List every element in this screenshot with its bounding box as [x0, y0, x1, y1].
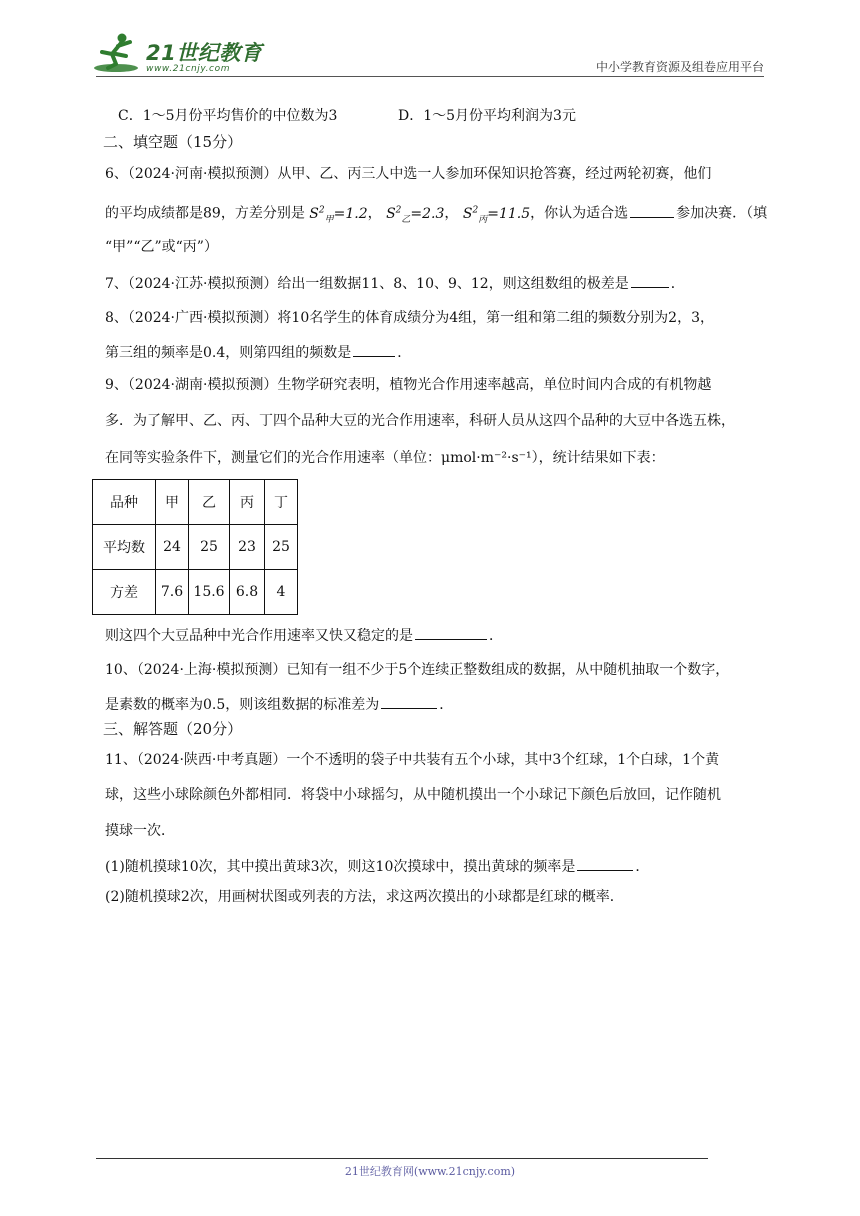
q8-line-2: 第三组的频率是0.4，则第四组的频数是 ．: [105, 345, 412, 361]
table-cell: 方差: [93, 570, 156, 615]
q10-answer-blank[interactable]: [381, 695, 437, 709]
table-row: [93, 570, 298, 615]
q8-text: 第三组的频率是0.4，则第四组的频数是: [105, 345, 352, 361]
table-cell: 23: [230, 525, 265, 570]
q7-line: 7、（2024·江苏·模拟预测）给出一组数据11、8、10、9、12，则这组数组的极差是 ．: [105, 276, 685, 292]
footer-source: 21世纪教育网(www.21cnjy.com): [344, 1165, 516, 1178]
q11-line-3: 摸球一次．: [105, 823, 175, 839]
brand-name: 21世纪教育: [146, 41, 263, 65]
table-row: [93, 525, 298, 570]
q9-line-1: 9、（2024·湖南·模拟预测）生物学研究表明，植物光合作用速率越高，单位时间内合成的有机物越: [105, 377, 712, 393]
table-cell: 丁: [265, 480, 298, 525]
table-cell: 7.6: [156, 570, 189, 615]
table-cell: 25: [265, 525, 298, 570]
q6-line-2: 的平均成绩都是89，方差分别是 $S^2_甲=1.2$， $S^2_乙=2.3$， $S^2_丙=11.5$，你认为适合选 参加决赛．（填: [105, 205, 768, 225]
footer-divider: [96, 1158, 708, 1159]
table-cell: 24: [156, 525, 189, 570]
table-cell: 甲: [156, 480, 189, 525]
brand-url: www.21cnjy.com: [146, 64, 231, 74]
q9-line-2: 多．为了解甲、乙、丙、丁四个品种大豆的光合作用速率，科研人员从这四个品种的大豆中各选五株，: [105, 413, 735, 429]
table-cell: 品种: [93, 480, 156, 525]
q6-variance-yi: $S^2_乙=2.3$: [386, 205, 445, 225]
section-fill-in-heading: 二、填空题（15分）: [103, 133, 243, 151]
q11-part-1: (1)随机摸球10次，其中摸出黄球3次，则这10次摸球中，摸出黄球的频率是 ．: [105, 859, 650, 875]
table-cell: 乙: [189, 480, 230, 525]
table-cell: 丙: [230, 480, 265, 525]
q9-answer-blank[interactable]: [415, 626, 487, 640]
q7-text: 7、（2024·江苏·模拟预测）给出一组数据11、8、10、9、12，则这组数组的极差是: [105, 276, 629, 292]
q6-line-3: “甲”“乙”或“丙”）: [105, 239, 218, 255]
section-solution-heading: 三、解答题（20分）: [103, 720, 243, 738]
q7-answer-blank[interactable]: [631, 274, 669, 288]
table-cell: 4: [265, 570, 298, 615]
option-d: D．1～5月份平均利润为3元: [398, 108, 576, 124]
q9-data-table: [92, 479, 298, 615]
q10-line-2: 是素数的概率为0.5，则该组数据的标准差为 ．: [105, 697, 454, 713]
q10-line-1: 10、（2024·上海·模拟预测）已知有一组不少于5个连续正整数组成的数据，从中随机抽取一个数字，: [105, 662, 730, 678]
q11-answer-blank[interactable]: [577, 857, 633, 871]
q6-text-b: ，你认为适合选: [530, 205, 629, 222]
q6-answer-blank[interactable]: [630, 204, 674, 218]
q8-answer-blank[interactable]: [353, 343, 395, 357]
header-divider: [96, 76, 764, 77]
q6-text-a: 的平均成绩都是89，方差分别是: [105, 205, 305, 222]
q8-line-1: 8、（2024·广西·模拟预测）将10名学生的体育成绩分为4组，第一组和第二组的频数分别为2，3，: [105, 310, 714, 326]
q6-variance-jia: $S^2_甲=1.2$: [309, 205, 368, 225]
q11-line-1: 11、（2024·陕西·中考真题）一个不透明的袋子中共装有五个小球，其中3个红球，1个白球，1个黄: [105, 752, 720, 768]
q6-line-1: 6、（2024·河南·模拟预测）从甲、乙、丙三人中选一人参加环保知识抢答赛，经过两轮初赛，他们: [105, 166, 712, 182]
table-cell: 25: [189, 525, 230, 570]
q9-question: 则这四个大豆品种中光合作用速率又快又稳定的是 ．: [105, 628, 503, 644]
q9-line-3: 在同等实验条件下，测量它们的光合作用速率（单位：μmol·m⁻²·s⁻¹），统计结果如下表：: [105, 450, 665, 466]
brand-logo: [92, 32, 262, 74]
table-cell: 平均数: [93, 525, 156, 570]
runner-logo-icon: [92, 32, 142, 74]
option-c: C．1～5月份平均售价的中位数为3: [118, 108, 338, 124]
table-row: [93, 480, 298, 525]
q11-part-2: (2)随机摸球2次，用画树状图或列表的方法，求这两次摸出的小球都是红球的概率．: [105, 889, 624, 905]
table-cell: 15.6: [189, 570, 230, 615]
table-cell: 6.8: [230, 570, 265, 615]
q11-line-2: 球，这些小球除颜色外都相同．将袋中小球摇匀，从中随机摸出一个小球记下颜色后放回，记作随机: [105, 787, 721, 803]
platform-title: 中小学教育资源及组卷应用平台: [595, 60, 764, 74]
q6-text-c: 参加决赛．（填: [676, 205, 768, 222]
q6-variance-bing: $S^2_丙=11.5$: [462, 205, 531, 225]
q9-unit: μmol·m⁻²·s⁻¹: [441, 450, 532, 466]
